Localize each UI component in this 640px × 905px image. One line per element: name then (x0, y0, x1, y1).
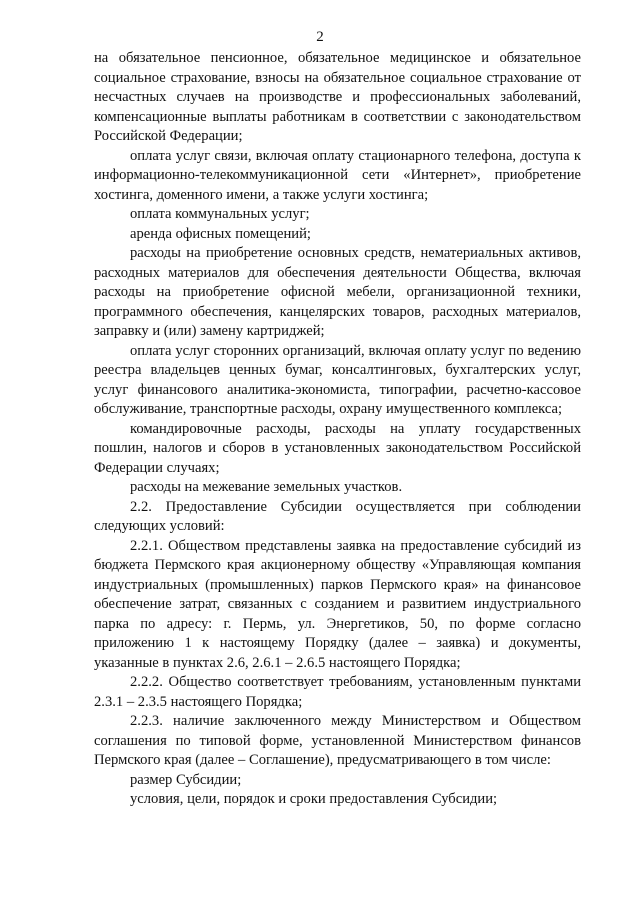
paragraph: оплата услуг связи, включая оплату стационарного телефона, доступа к информационно-телекоммуникационной сети «Интернет», приобретение хостинга, доменного имени, а также услуги хостинга; (94, 147, 581, 203)
paragraph: условия, цели, порядок и сроки предоставления Субсидии; (130, 791, 498, 807)
paragraph: расходы на приобретение основных средств, нематериальных активов, расходных материалов для обеспечения деятельности Общества, включая расходы на приобретение офисной мебели, организационной техники, программного обеспечения, канцелярских товаров, расходных материалов, заправку и (или) замену картриджей; (94, 245, 581, 339)
paragraph: расходы на межевание земельных участков. (130, 479, 403, 495)
document-body (94, 49, 581, 810)
page-number: 2 (316, 29, 324, 45)
paragraph: размер Субсидии; (130, 771, 242, 788)
paragraph: командировочные расходы, расходы на уплату государственных пошлин, налогов и сборов в установленных законодательством Российской Федерации случаях; (94, 420, 581, 476)
paragraph: оплата коммунальных услуг; (130, 206, 310, 222)
paragraph: 2.2.1. Обществом представлены заявка на предоставление субсидий из бюджета Пермского края акционерному обществу «Управляющая компания индустриальных (промышленных) парков Пермского края» на финансовое обеспечение затрат, связанных с созданием и развитием индустриального парка по адресу: г. Пермь, ул. Энергетиков, 50, по форме согласно приложению 1 к настоящему Порядку (далее – заявка) и документы, указанные в пунктах 2.6, 2.6.1 – 2.6.5 настоящего Порядка; (94, 537, 581, 671)
paragraph: 2.2. Предоставление Субсидии осуществляется при соблюдении следующих условий: (94, 498, 581, 534)
paragraph: 2.2.2. Общество соответствует требованиям, установленным пунктами 2.3.1 – 2.3.5 настоящего Порядка; (94, 674, 581, 710)
paragraph: на обязательное пенсионное, обязательное медицинское и обязательное социальное страхование, взносы на обязательное социальное страхование от несчастных случаев на производстве и профессиональных заболеваний, компенсационные выплаты работникам в соответствии с законодательством Российской Федерации; (94, 50, 581, 144)
paragraph: аренда офисных помещений; (130, 225, 311, 242)
paragraph: оплата услуг сторонних организаций, включая оплату услуг по ведению реестра владельцев ценных бумаг, консалтинговых, бухгалтерских услуг, услуг финансового аналитика-экономиста, типографии, расчетно-кассовое обслуживание, транспортные расходы, охрану имущественного комплекса; (94, 342, 581, 417)
paragraph: 2.2.3. наличие заключенного между Министерством и Обществом соглашения по типовой форме, установленной Министерством финансов Пермского края (далее – Соглашение), предусматривающего в том числе: (94, 713, 581, 768)
